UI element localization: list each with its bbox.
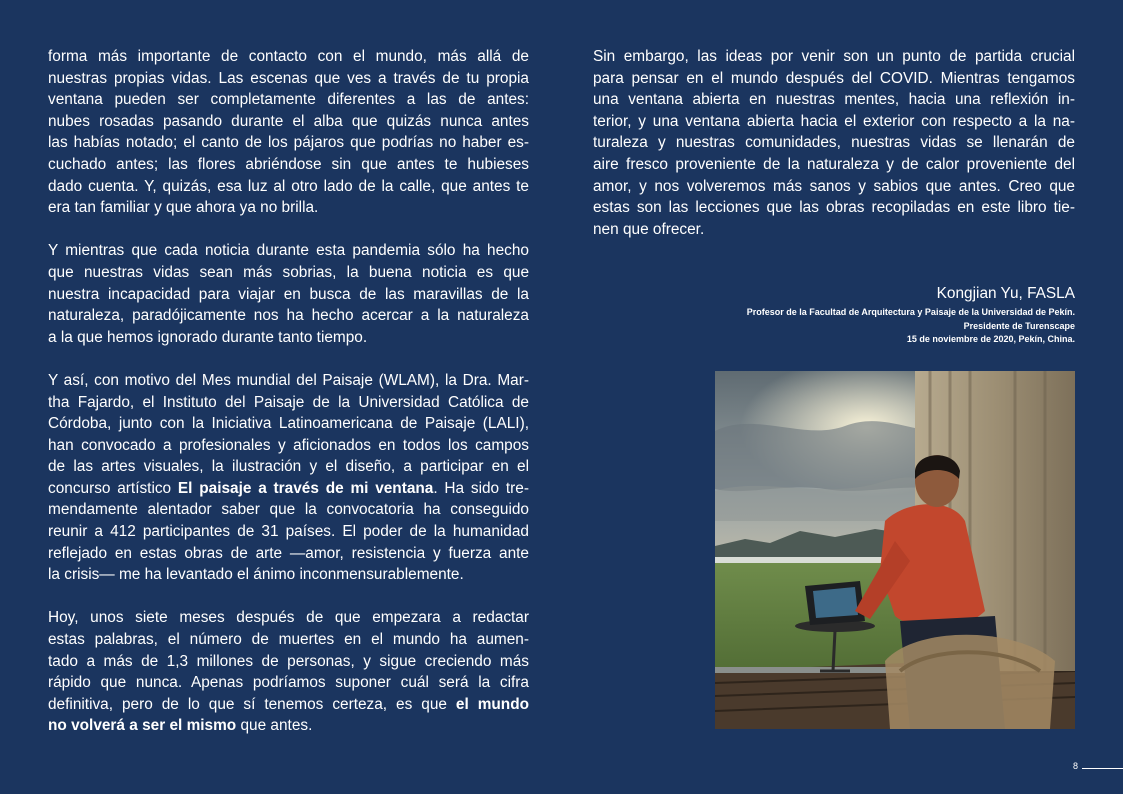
text-run: definitiva, pero de lo que sí tenemos certeza, es que (48, 695, 456, 713)
text-run: amor, y nos volveremos más sanos y sabios que antes. Creo que (593, 177, 1075, 195)
page-number: 8 (1073, 761, 1079, 771)
text-run: rápido que nunca. Apenas podríamos suponer cuál será la cifra (48, 674, 529, 692)
author-photo (715, 371, 1075, 729)
text-line (48, 305, 529, 327)
text-run: tha Fajardo, el Instituto del Paisaje de la Universidad Católica de (48, 393, 529, 411)
left-column-paragraph (48, 607, 529, 737)
text-run: Y mientras que cada noticia durante esta pandemia sólo ha hecho (48, 242, 529, 260)
emphasis-text: El paisaje a través de mi ventana (177, 479, 434, 497)
text-run: Sin embargo, las ideas por venir son un punto de partida crucial (593, 48, 1075, 65)
text-run: de las artes visuales, la ilustración y el diseño, a participar en el (48, 458, 529, 476)
text-line (48, 521, 529, 543)
text-line (48, 715, 529, 737)
text-run: era tan familiar y que ahora ya no brilla. (48, 199, 319, 217)
text-run: nuestras propias vidas. Las escenas que ves a través de tu propia (48, 69, 529, 87)
text-run: reflejado en estas obras de arte —amor, resistencia y fuerza ante (48, 544, 529, 562)
text-line (48, 478, 529, 500)
text-run: naturaleza, paradójicamente nos ha hecho acercar a la naturaleza (48, 307, 529, 325)
text-line (593, 176, 1075, 198)
text-line (593, 219, 1075, 241)
text-line (48, 629, 529, 651)
text-line (48, 46, 529, 68)
text-line (48, 435, 529, 457)
text-run: una ventana abierta en nuestras mentes, hacia una reflexión in- (593, 91, 1075, 109)
text-line (593, 89, 1075, 111)
text-line (48, 392, 529, 414)
emphasis-text: el mundo (455, 695, 529, 713)
left-column-paragraph (48, 370, 529, 586)
text-run: forma más importante de contacto con el mundo, más allá de (48, 48, 529, 65)
text-run: han convocado a profesionales y aficionados en todos los campos (48, 436, 529, 454)
text-line (48, 262, 529, 284)
text-run: estas son las lecciones que las obras recopiladas en este libro tie- (593, 199, 1075, 217)
text-run: la crisis— me ha levantado el ánimo inconmensurablemente. (48, 566, 464, 584)
text-line (48, 284, 529, 306)
text-line (48, 327, 529, 349)
text-run: Hoy, unos siete meses después de que empezara a redactar (48, 609, 529, 627)
text-line (593, 46, 1075, 68)
text-line (593, 111, 1075, 133)
text-line (48, 499, 529, 521)
text-line (48, 176, 529, 198)
text-line (48, 456, 529, 478)
signature-block (747, 284, 1075, 347)
text-run: reunir a 412 participantes de 31 países. El poder de la humanidad (48, 523, 529, 541)
text-run: Y así, con motivo del Mes mundial del Paisaje (WLAM), la Dra. Mar- (48, 371, 529, 389)
text-run: para pensar en el mundo después del COVID. Mientras tengamos (593, 69, 1075, 87)
text-line (48, 672, 529, 694)
text-run: aire fresco proveniente de la naturaleza y de calor proveniente del (593, 155, 1075, 173)
text-line (48, 564, 529, 586)
text-run: tado a más de 1,3 millones de personas, y sigue creciendo más (48, 652, 529, 670)
page-rule (1082, 768, 1123, 769)
text-line (48, 240, 529, 262)
emphasis-text: no volverá a ser el mismo (48, 717, 237, 735)
text-run: mendamente alentador saber que la convocatoria ha conseguido (48, 501, 529, 519)
text-line (48, 370, 529, 392)
left-column (48, 46, 529, 759)
text-line (593, 154, 1075, 176)
text-run: turaleza y nuestras comunidades, nuestras vidas se llenarán de (593, 134, 1075, 152)
author-role: Presidente de Turenscape (963, 320, 1075, 331)
author-name: Kongjian Yu, FASLA (936, 285, 1075, 302)
text-run: terior, y una ventana abierta hacia el exterior con respecto a la na- (593, 112, 1075, 130)
text-line (48, 651, 529, 673)
text-line (48, 607, 529, 629)
text-line (48, 543, 529, 565)
text-run: las habías notado; el canto de los pájaros que podrías no haber es- (48, 134, 529, 152)
text-line (593, 197, 1075, 219)
text-run: estas palabras, el número de muertes en el mundo ha aumen- (48, 631, 529, 649)
text-line (48, 197, 529, 219)
text-line (593, 68, 1075, 90)
text-line (48, 413, 529, 435)
text-run: Córdoba, junto con la Iniciativa Latinoamericana de Paisaje (LALI), (48, 415, 529, 433)
text-run: cuchado antes; las flores abriéndose sin que antes te hubieses (48, 155, 529, 173)
text-run: nen que ofrecer. (593, 220, 705, 238)
text-line (48, 89, 529, 111)
left-column-paragraph (48, 240, 529, 348)
text-run: a la que hemos ignorado durante tanto tiempo. (48, 328, 368, 346)
text-line (48, 694, 529, 716)
text-run: . Ha sido tre- (433, 479, 529, 497)
text-run: dado cuenta. Y, quizás, esa luz al otro lado de la calle, que antes te (48, 177, 529, 195)
right-column (593, 46, 1075, 262)
author-date-place: 15 de noviembre de 2020, Pekín, China. (906, 334, 1075, 344)
right-column-paragraph (593, 46, 1075, 240)
text-line (48, 132, 529, 154)
author-position: Profesor de la Facultad de Arquitectura y Paisaje de la Universidad de Pekín. (746, 307, 1075, 317)
text-line (48, 111, 529, 133)
text-line (593, 132, 1075, 154)
left-column-paragraph (48, 46, 529, 219)
text-run: ventana pueden ser completamente diferentes a las de antes: (48, 91, 529, 109)
text-line (48, 68, 529, 90)
text-run: concurso artístico (48, 479, 178, 497)
photo-illustration (715, 371, 1075, 729)
text-run: que antes. (236, 717, 313, 735)
text-run: que nuestras vidas sean más sobrias, la buena noticia es que (48, 263, 529, 281)
text-line (48, 154, 529, 176)
text-run: nubes rosadas pasando durante el alba que quizás nunca antes (48, 112, 529, 130)
text-run: nuestra incapacidad para viajar en busca de las maravillas de la (48, 285, 529, 303)
